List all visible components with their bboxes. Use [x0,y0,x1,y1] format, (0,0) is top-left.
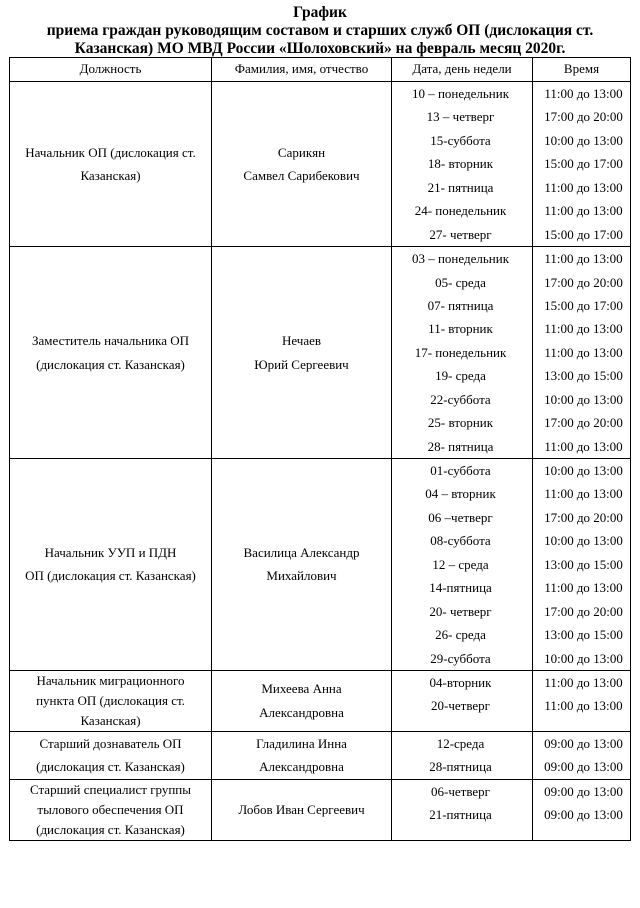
full-name-line: Михеева Анна [261,681,342,697]
date-entry: 21-пятница [429,807,492,823]
times-cell [533,670,631,731]
time-entry: 11:00 до 13:00 [544,438,623,454]
time-entry: 13:00 до 15:00 [544,368,623,384]
full-name-line: Александровна [259,704,344,720]
date-entry: 13 – четверг [426,109,495,125]
time-entry: 15:00 до 17:00 [544,297,623,313]
dates-cell [392,731,533,779]
time-entry: 11:00 до 13:00 [544,698,623,714]
document-title: График [293,4,347,21]
header-name: Фамилия, имя, отчество [212,58,392,82]
time-entry: 09:00 до 13:00 [544,735,623,751]
position-cell [10,670,212,731]
date-entry: 20- четверг [429,603,492,619]
full-name-cell [212,82,392,247]
position-cell [10,731,212,779]
full-name-line: Василица Александр [243,544,360,560]
full-name-cell [212,247,392,459]
position-line: пункта ОП (дислокация ст. [36,692,185,708]
date-entry: 24- понедельник [414,203,507,219]
full-name-line: Сарикян [277,144,326,160]
position-cell [10,779,212,840]
date-entry: 26- среда [435,627,486,643]
date-entry: 21- пятница [427,179,494,195]
header-date: Дата, день недели [392,58,533,82]
time-entry: 11:00 до 13:00 [544,179,623,195]
time-entry: 09:00 до 13:00 [544,759,623,775]
date-entry: 20-четверг [431,698,490,714]
position-line: Казанская) [80,168,141,184]
time-entry: 17:00 до 20:00 [544,509,623,525]
time-entry: 13:00 до 15:00 [544,556,623,572]
position-line: Казанская) [80,712,141,728]
date-entry: 11- вторник [428,321,493,337]
position-line: (дислокация ст. Казанская) [36,356,185,372]
document-header [0,4,640,58]
date-entry: 28-пятница [429,759,492,775]
full-name-line: Гладилина Инна [256,735,347,751]
table-row [10,731,631,779]
position-cell [10,459,212,671]
date-entry: 07- пятница [427,297,494,313]
date-entry: 04-вторник [429,674,492,690]
time-entry: 11:00 до 13:00 [544,251,623,267]
position-cell [10,82,212,247]
date-entry: 22-суббота [430,391,491,407]
times-cell [533,459,631,671]
full-name-cell [212,731,392,779]
position-line: Старший специалист группы [29,781,192,797]
position-line: (дислокация ст. Казанская) [36,821,185,837]
dates-cell [392,459,533,671]
table-row [10,459,631,671]
dates-cell [392,82,533,247]
time-entry: 10:00 до 13:00 [544,132,623,148]
position-line: Старший дознаватель ОП [39,735,182,751]
date-entry: 08-суббота [430,533,491,549]
times-cell [533,731,631,779]
document-subtitle-line-1: приема граждан руководящим составом и старших служб ОП (дислокация ст. [46,22,594,39]
full-name-line: Александровна [259,759,344,775]
time-entry: 11:00 до 13:00 [544,580,623,596]
time-entry: 11:00 до 13:00 [544,321,623,337]
time-entry: 13:00 до 15:00 [544,627,623,643]
full-name-line: Юрий Сергеевич [254,356,349,372]
time-entry: 11:00 до 13:00 [544,486,623,502]
position-line: Начальник миграционного [36,672,185,688]
time-entry: 17:00 до 20:00 [544,274,623,290]
date-entry: 06 –четверг [428,509,493,525]
header-time: Время [533,58,631,82]
date-entry: 06-четверг [431,783,490,799]
date-entry: 27- четверг [429,226,492,242]
time-entry: 10:00 до 13:00 [544,533,623,549]
full-name-line: Михайлович [266,568,337,584]
time-entry: 15:00 до 17:00 [544,226,623,242]
time-entry: 10:00 до 13:00 [544,650,623,666]
table-header-row [10,58,631,82]
date-entry: 01-суббота [430,463,491,478]
dates-cell [392,670,533,731]
position-line: Начальник ОП (дислокация ст. [25,144,196,160]
date-entry: 28- пятница [427,438,494,454]
date-entry: 04 – вторник [425,486,496,502]
time-entry: 10:00 до 13:00 [544,463,623,478]
dates-cell [392,247,533,459]
date-entry: 19- среда [435,368,486,384]
full-name-cell [212,670,392,731]
time-entry: 11:00 до 13:00 [544,203,623,219]
times-cell [533,82,631,247]
times-cell [533,247,631,459]
time-entry: 09:00 до 13:00 [544,783,623,799]
date-entry: 03 – понедельник [411,251,510,267]
table-row [10,82,631,247]
time-entry: 10:00 до 13:00 [544,391,623,407]
date-entry: 25- вторник [427,415,494,431]
time-entry: 17:00 до 20:00 [544,415,623,431]
position-line: Начальник УУП и ПДН [44,544,177,560]
time-entry: 11:00 до 13:00 [544,86,623,101]
date-entry: 12 – среда [432,556,489,572]
full-name-line: Лобов Иван Сергеевич [238,802,365,818]
time-entry: 11:00 до 13:00 [544,344,623,360]
position-line: ОП (дислокация ст. Казанская) [25,568,196,584]
time-entry: 17:00 до 20:00 [544,603,623,619]
date-entry: 29-суббота [430,650,491,666]
date-entry: 12-среда [436,735,485,751]
table-row [10,670,631,731]
times-cell [533,779,631,840]
time-entry: 11:00 до 13:00 [544,674,623,690]
header-position: Должность [10,58,212,82]
full-name-line: Самвел Сарибекович [243,168,360,184]
position-cell [10,247,212,459]
date-entry: 10 – понедельник [411,86,510,101]
full-name-line: Нечаев [281,333,322,349]
date-entry: 17- понедельник [414,344,507,360]
schedule-table [9,57,631,841]
full-name-cell [212,459,392,671]
dates-cell [392,779,533,840]
time-entry: 17:00 до 20:00 [544,109,623,125]
table-row [10,247,631,459]
table-body [10,82,631,841]
full-name-cell [212,779,392,840]
date-entry: 14-пятница [429,580,492,596]
date-entry: 15-суббота [430,132,491,148]
position-line: тылового обеспечения ОП [37,801,184,817]
document-subtitle-line-2: Казанская) МО МВД России «Шолоховский» на февраль месяц 2020г. [74,40,566,57]
position-line: (дислокация ст. Казанская) [36,759,185,775]
time-entry: 09:00 до 13:00 [544,807,623,823]
position-line: Заместитель начальника ОП [31,333,189,349]
time-entry: 15:00 до 17:00 [544,156,623,172]
date-entry: 18- вторник [427,156,494,172]
date-entry: 05- среда [435,274,486,290]
table-row [10,779,631,840]
